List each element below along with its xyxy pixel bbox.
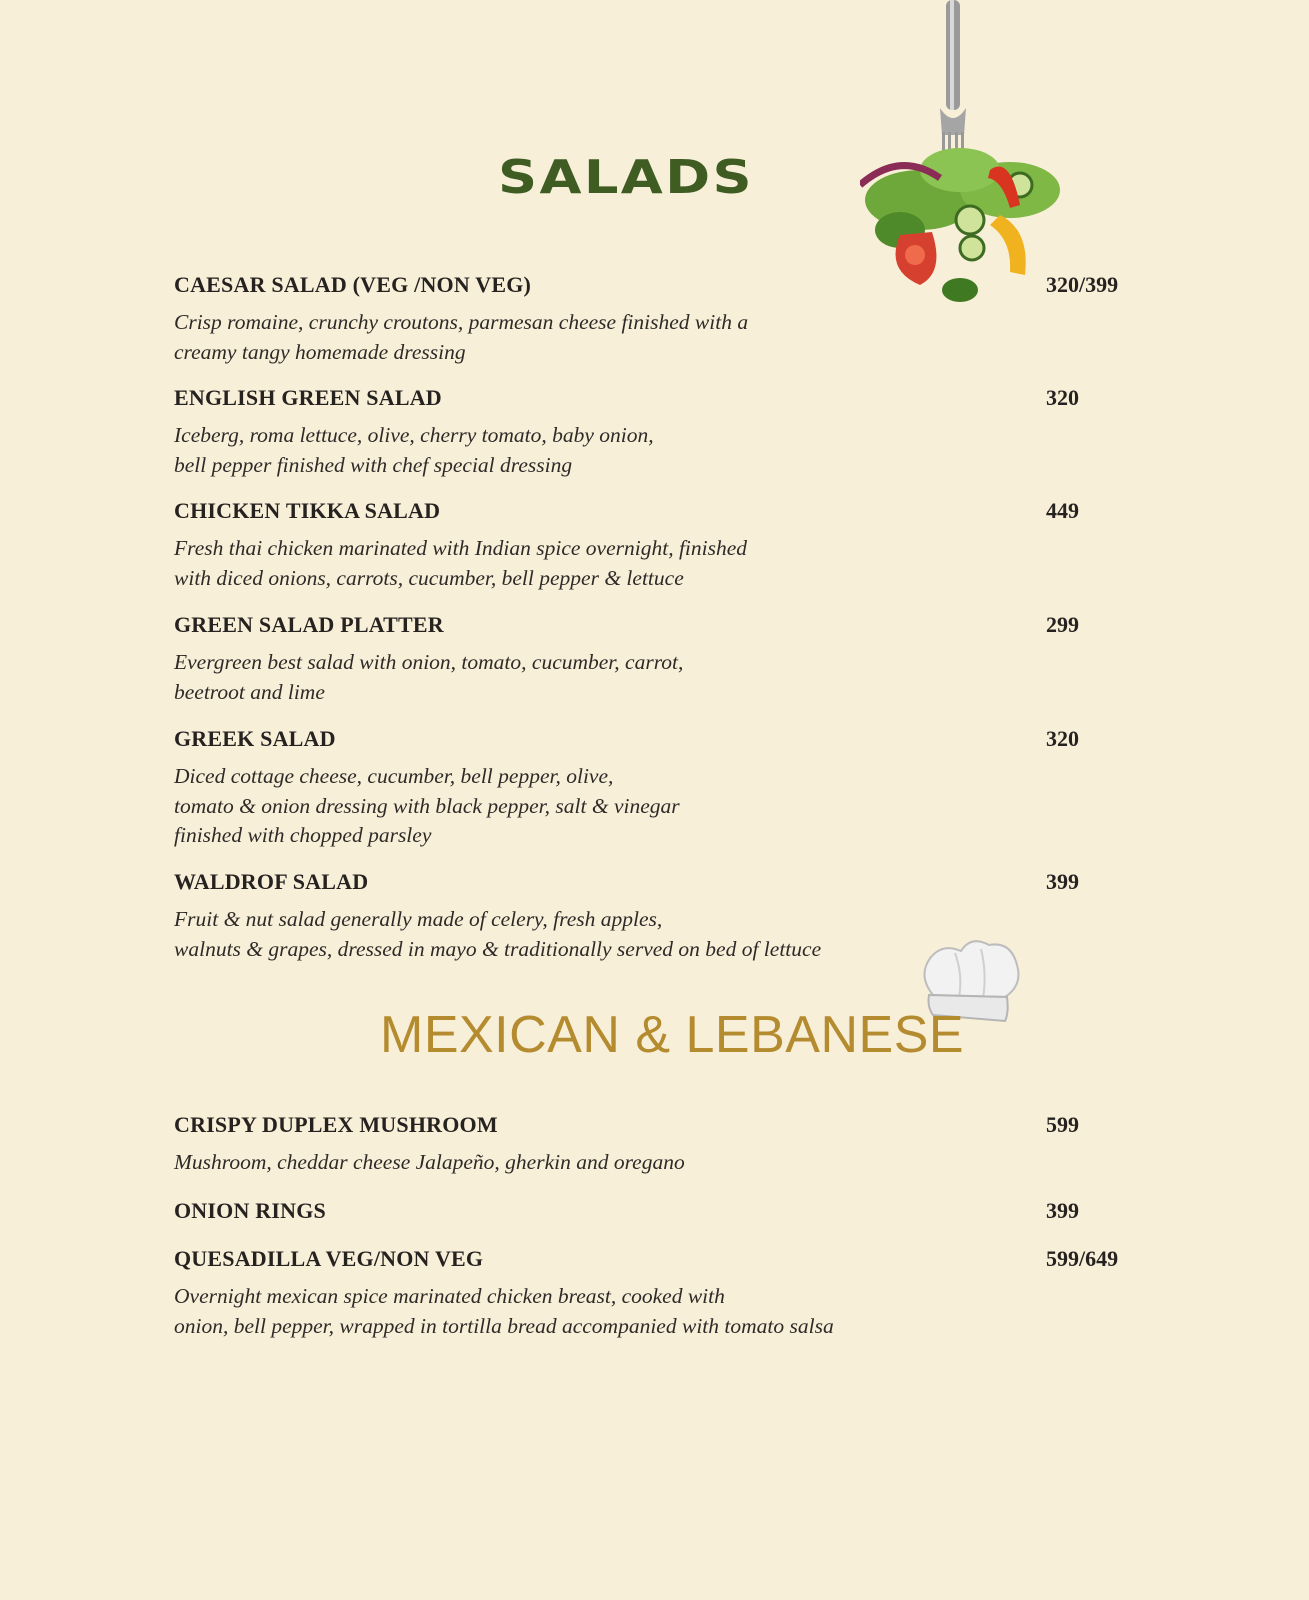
item-description: Evergreen best salad with onion, tomato, cucumber, carrot, beetroot and lime [174, 650, 684, 704]
item-description: Fresh thai chicken marinated with Indian spice overnight, finished with diced onions, carrots, cucumber, bell pepper & lettuce [174, 536, 748, 590]
menu-item [174, 1246, 1134, 1341]
item-description: Iceberg, roma lettuce, olive, cherry tomato, baby onion, bell pepper finished with chef special dressing [174, 423, 654, 477]
salads-heading: SALADS [498, 150, 755, 204]
item-price: 599 [1046, 1112, 1079, 1137]
item-name: GREEK SALAD [174, 726, 336, 751]
menu-item [174, 385, 1134, 480]
item-price: 449 [1046, 498, 1079, 523]
item-name: GREEN SALAD PLATTER [174, 612, 444, 637]
item-name: WALDROF SALAD [174, 869, 369, 894]
item-description: Fruit & nut salad generally made of celery, fresh apples, walnuts & grapes, dressed in mayo & traditionally served on bed of lettuce [174, 907, 822, 961]
mexican-lebanese-heading: MEXICAN & LEBANESE [380, 1006, 965, 1064]
item-name: CRISPY DUPLEX MUSHROOM [174, 1112, 498, 1137]
item-price: 599/649 [1046, 1246, 1119, 1271]
menu-item [174, 272, 1134, 367]
item-price: 320/399 [1046, 272, 1119, 297]
item-price: 320 [1046, 385, 1079, 410]
item-price: 299 [1046, 612, 1079, 637]
item-name: ENGLISH GREEN SALAD [174, 385, 442, 410]
item-description: Mushroom, cheddar cheese Jalapeño, gherkin and oregano [174, 1150, 685, 1174]
menu-item [174, 1112, 1134, 1178]
menu-item [174, 612, 1134, 707]
menu-item [174, 498, 1134, 593]
menu-item [174, 726, 1134, 851]
item-price: 320 [1046, 726, 1079, 751]
item-name: QUESADILLA VEG/NON VEG [174, 1246, 484, 1271]
item-price: 399 [1046, 869, 1079, 894]
item-name: CHICKEN TIKKA SALAD [174, 498, 441, 523]
item-description: Diced cottage cheese, cucumber, bell pepper, olive, tomato & onion dressing with black pepper, salt & vinegar finished with chopped parsley [174, 764, 680, 847]
item-name: ONION RINGS [174, 1198, 326, 1223]
item-description: Overnight mexican spice marinated chicken breast, cooked with onion, bell pepper, wrapped in tortilla bread accompanied with tomato salsa [174, 1284, 834, 1338]
menu-item [174, 1198, 1134, 1224]
item-name: CAESAR SALAD (VEG /NON VEG) [174, 272, 532, 297]
item-price: 399 [1046, 1198, 1079, 1223]
item-description: Crisp romaine, crunchy croutons, parmesan cheese finished with a creamy tangy homemade dressing [174, 310, 749, 364]
